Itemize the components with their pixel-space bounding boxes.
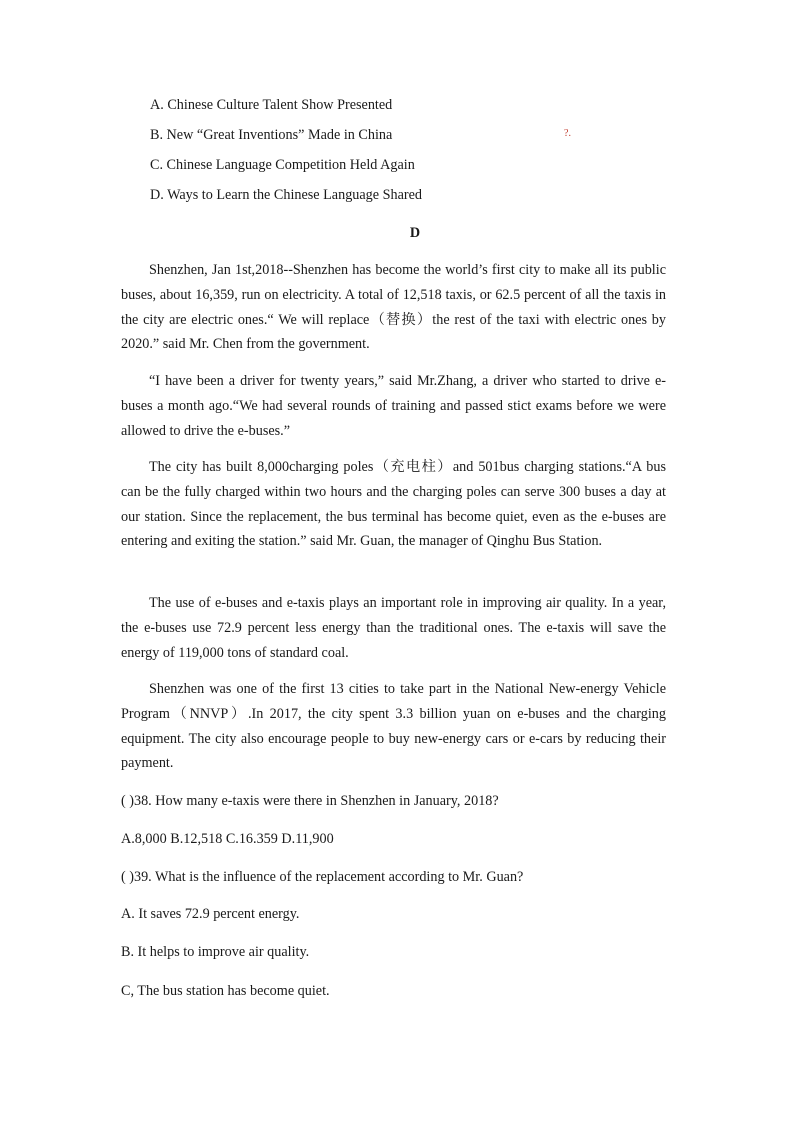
margin-marker: ?.: [564, 128, 571, 139]
paragraph-1: Shenzhen, Jan 1st,2018--Shenzhen has become the world’s first city to make all its public buses, about 16,359, run on electricity. A total of 12,518 taxis, or 62.5 percent of all the taxis in the city are electric ones.“ We will replace（替换）the rest of the taxi with electric ones by 2020.” said Mr. Chen from the government.: [121, 262, 666, 353]
prev-option-c: C. Chinese Language Competition Held Again: [150, 157, 415, 173]
paragraph-5: Shenzhen was one of the first 13 cities to take part in the National New-energy Vehicle Program（NNVP）.In 2017, the city spent 3.3 billion yuan on e-buses and the charging equipment. The city also encourage people to buy new-energy cars or e-cars by reducing their payment.: [121, 681, 666, 772]
question-39: ( )39. What is the influence of the replacement according to Mr. Guan?: [121, 869, 524, 885]
prev-option-a: A. Chinese Culture Talent Show Presented: [150, 97, 393, 113]
paragraph-2: “I have been a driver for twenty years,” said Mr.Zhang, a driver who started to drive e-buses a month ago.“We had several rounds of training and passed stict exams before we were allowed to drive the e-buses.”: [121, 373, 666, 439]
question-39-option-a: A. It saves 72.9 percent energy.: [121, 906, 300, 922]
prev-option-d: D. Ways to Learn the Chinese Language Shared: [150, 187, 423, 203]
question-38-options: A.8,000 B.12,518 C.16.359 D.11,900: [121, 831, 334, 847]
prev-option-b: B. New “Great Inventions” Made in China: [150, 127, 393, 143]
question-38: ( )38. How many e-taxis were there in Shenzhen in January, 2018?: [121, 793, 499, 809]
section-heading: D: [409, 225, 421, 241]
paragraph-3: The city has built 8,000charging poles（充电柱）and 501bus charging stations.“A bus can be the fully charged within two hours and the charging poles can serve 300 buses a day at our station. Since the replacement, the bus terminal has become quiet, even as the e-buses are entering and exiting the station.” said Mr. Guan, the manager of Qinghu Bus Station.: [121, 459, 666, 550]
paragraph-4: The use of e-buses and e-taxis plays an important role in improving air quality. In a year, the e-buses use 72.9 percent less energy than the traditional ones. The e-taxis will save the energy of 119,000 tons of standard coal.: [121, 595, 666, 661]
question-39-option-c: C, The bus station has become quiet.: [121, 983, 330, 999]
question-39-option-b: B. It helps to improve air quality.: [121, 944, 310, 960]
